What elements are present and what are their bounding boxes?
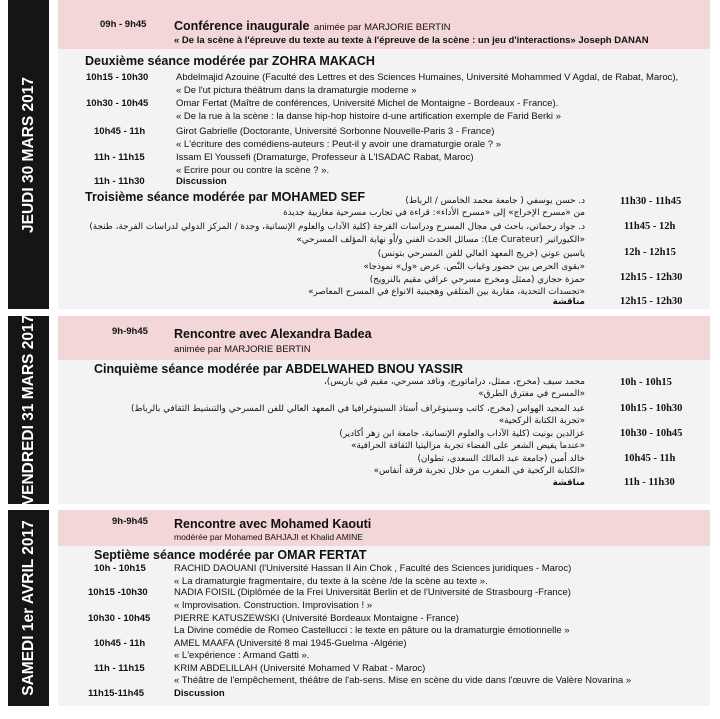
talk-time: 12h15 - 12h30	[620, 272, 683, 283]
day-content	[58, 316, 710, 504]
talk-time: 11h - 11h30	[624, 477, 675, 488]
talk-subject: من «مسرح الإخراج» إلى «مسرح الأداء»: قراءة في تجارب مسرحية مغاربية جديدة	[283, 208, 585, 218]
talk-speaker: KRIM ABDELILLAH (Université Mohamed V Rabat - Maroc)	[174, 663, 426, 674]
talk-subject: « Théâtre de l'empêchement, théâtre de l'ab-sens. Mise en scène du vide dans l'œuvre de Valère Novarina »	[174, 675, 632, 686]
talk-time: 10h30 - 10h45	[86, 98, 149, 109]
talk-time: 10h45 - 11h	[94, 126, 146, 137]
day-label-bar	[8, 510, 49, 706]
talk-speaker: Abdelmajid Azouine (Faculté des Lettres et des Sciences Humaines, Université Mohammed V Agdal, de Rabat, Maroc),	[176, 72, 679, 83]
day-saturday	[0, 510, 710, 706]
session-title: Cinquième séance modérée par ABDELWAHED BNOU YASSIR	[94, 362, 464, 376]
talk-subject: « L'écriture des comédiens-auteurs : Peut-il y avoir une dramaturgie orale ? »	[176, 139, 501, 150]
talk-time: 10h30 - 10h45	[620, 428, 683, 439]
talk-subject: «تجربة الكتابة الركحية»	[498, 416, 585, 426]
talk-speaker: د. حسن يوسفي ( جامعة محمد الخامس / الرباط)	[405, 196, 585, 206]
discussion-label: Discussion	[176, 176, 227, 187]
day-label-bar	[8, 0, 49, 309]
day-label: VENDREDI 31 MARS 2017	[19, 314, 37, 506]
talk-speaker: خالد أمين (جامعة عبد المالك السعدي، تطوان)	[417, 454, 585, 464]
talk-speaker: AMEL MAAFA (Université 8 mai 1945-Guelma -Algérie)	[174, 638, 407, 649]
opening-title: Rencontre avec Mohamed Kaouti	[174, 517, 372, 531]
talk-time: 10h15 -10h30	[88, 587, 148, 598]
opening-band	[58, 510, 710, 546]
talk-subject: «الكيوراتير (Le Curateur): مسائل الحدث الفني و/أو نهاية المؤلف المسرحي»	[296, 235, 585, 245]
talk-time: 10h - 10h15	[620, 377, 672, 388]
talk-speaker: Issam El Youssefi (Dramaturge, Professeur à L'ISADAC Rabat, Maroc)	[176, 152, 474, 163]
opening-heading	[174, 17, 450, 35]
day-content	[58, 0, 710, 309]
opening-time: 9h-9h45	[112, 516, 148, 527]
session-title: Septième séance modérée par OMAR FERTAT	[94, 548, 367, 562]
talk-subject: «بقوى الحرص بين حضور وغياب النّص. عرض «ول» نموذجا»	[363, 262, 585, 272]
opening-desc: « De la scène à l'épreuve du texte au texte à l'épreuve de la scène : un jeu d'interactions» Joseph DANAN	[174, 35, 649, 46]
talk-speaker: ياسين عوني (خريج المعهد العالي للفن المسرحي بتونس)	[377, 249, 585, 259]
talk-subject: « Improvisation. Construction. Improvisation ! »	[174, 600, 373, 611]
talk-subject: « La dramaturgie fragmentaire, du texte à la scène /de la scène au texte ».	[174, 576, 488, 587]
talk-time: 11h - 11h15	[94, 152, 145, 163]
talk-speaker: Omar Fertat (Maître de conférences, Université Michel de Montaigne - Bordeaux - France).	[176, 98, 559, 109]
discussion-label: Discussion	[174, 688, 225, 699]
talk-time: 11h - 11h15	[94, 663, 145, 674]
opening-band	[58, 316, 710, 360]
discussion-label: مناقشة	[552, 297, 585, 307]
day-content	[58, 510, 710, 706]
talk-speaker: عبد المجيد الهواس (مخرج، كاتب وسينوغراف أستاذ السينوغرافيا في المعهد العالي للفن المسرحي والتنشيط الثقافي بالرباط)	[131, 404, 585, 414]
talk-time: 10h15 - 10h30	[620, 403, 683, 414]
talk-subject: «المسرح في مفترق الطرق»	[478, 389, 585, 399]
day-thursday	[0, 0, 710, 309]
talk-speaker: عزالدين بونيت (كلية الآداب والعلوم الإنسانية، جامعة ابن زهر أكادير)	[339, 429, 585, 439]
day-label: SAMEDI 1er AVRIL 2017	[19, 520, 37, 696]
talk-time: 11h - 11h30	[94, 176, 145, 187]
opening-moderator: animée par MARJORIE BERTIN	[174, 344, 311, 355]
talk-subject: « L'expérience : Armand Gatti ».	[174, 650, 310, 661]
talk-speaker: حمزة حجازي (ممثل ومخرج مسرحي عراقي مقيم بالنرويج)	[369, 275, 585, 285]
opening-title: Conférence inaugurale	[174, 19, 310, 33]
talk-time: 11h30 - 11h45	[620, 196, 682, 207]
talk-subject: « Ecrire pour ou contre la scène ? ».	[176, 165, 330, 176]
talk-time: 10h15 - 10h30	[86, 72, 149, 83]
talk-speaker: RACHID DAOUANI (l'Université Hassan II Ain Chok , Faculté des Sciences juridiques - Maroc)	[174, 563, 572, 574]
talk-time: 11h15-11h45	[88, 688, 144, 699]
talk-speaker: NADIA FOISIL (Diplômée de la Frei Universität Berlin et de l'Université de Strasbourg -France)	[174, 587, 571, 598]
talk-speaker: د. جواد رحماني، باحث في مجال المسرح ودراسات الفرجة (كلية الآداب والعلوم الإنسانية، وجدة / المركز الدولي لدراسات الفرجة، طنجة)	[89, 222, 585, 232]
day-label-bar	[8, 316, 49, 504]
talk-subject: « De la rue à la scène : la danse hip-hop histoire d-une artification exemple de Farid Berki »	[176, 111, 561, 122]
talk-time: 10h30 - 10h45	[88, 613, 151, 624]
talk-speaker: محمد سيف (مخرج، ممثل، دراماتورج، ونافد مسرحي، مقيم في باريس)،	[323, 377, 585, 387]
talk-speaker: Girot Gabrielle (Doctorante, Université Sorbonne Nouvelle-Paris 3 - France)	[176, 126, 495, 137]
talk-subject: La Divine comédie de Romeo Castellucci : le texte en pâture ou la dramaturgie émotionnelle »	[174, 625, 570, 636]
talk-time: 12h15 - 12h30	[620, 296, 683, 307]
session-title: Troisième séance modérée par MOHAMED SEF	[85, 190, 365, 204]
talk-subject: «الكتابة الركحية في المغرب من خلال تجربة فرقة أنفاس»	[373, 466, 585, 476]
talk-time: 11h45 - 12h	[624, 221, 676, 232]
talk-time: 12h - 12h15	[624, 247, 676, 258]
session-title: Deuxième séance modérée par ZOHRA MAKACH	[85, 54, 375, 68]
opening-moderator: animée par MARJORIE BERTIN	[313, 22, 451, 33]
talk-time: 10h45 - 11h	[94, 638, 146, 649]
day-friday	[0, 316, 710, 504]
talk-subject: «عندما يفيض الشعر على الفضاء تجربة مزاليتيا الثقافة الحرافية»	[351, 441, 585, 451]
opening-title: Rencontre avec Alexandra Badea	[174, 327, 372, 341]
opening-time: 09h - 9h45	[100, 19, 147, 30]
opening-moderator: modérée par Mohamed BAHJAJI et Khalid AMINE	[174, 532, 363, 542]
talk-time: 10h - 10h15	[94, 563, 146, 574]
discussion-label: مناقشة	[552, 478, 585, 488]
opening-time: 9h-9h45	[112, 326, 148, 337]
talk-subject: «تجسدات التحدية، مقاربة بين المتلقي وهجينية الانواع في المسرح المعاصر»	[308, 287, 585, 297]
day-label: JEUDI 30 MARS 2017	[19, 76, 37, 233]
talk-speaker: PIERRE KATUSZEWSKI (Université Bordeaux Montaigne - France)	[174, 613, 459, 624]
talk-time: 10h45 - 11h	[624, 453, 676, 464]
talk-subject: « De l'ut pictura théâtrum dans la dramaturgie moderne »	[176, 85, 417, 96]
